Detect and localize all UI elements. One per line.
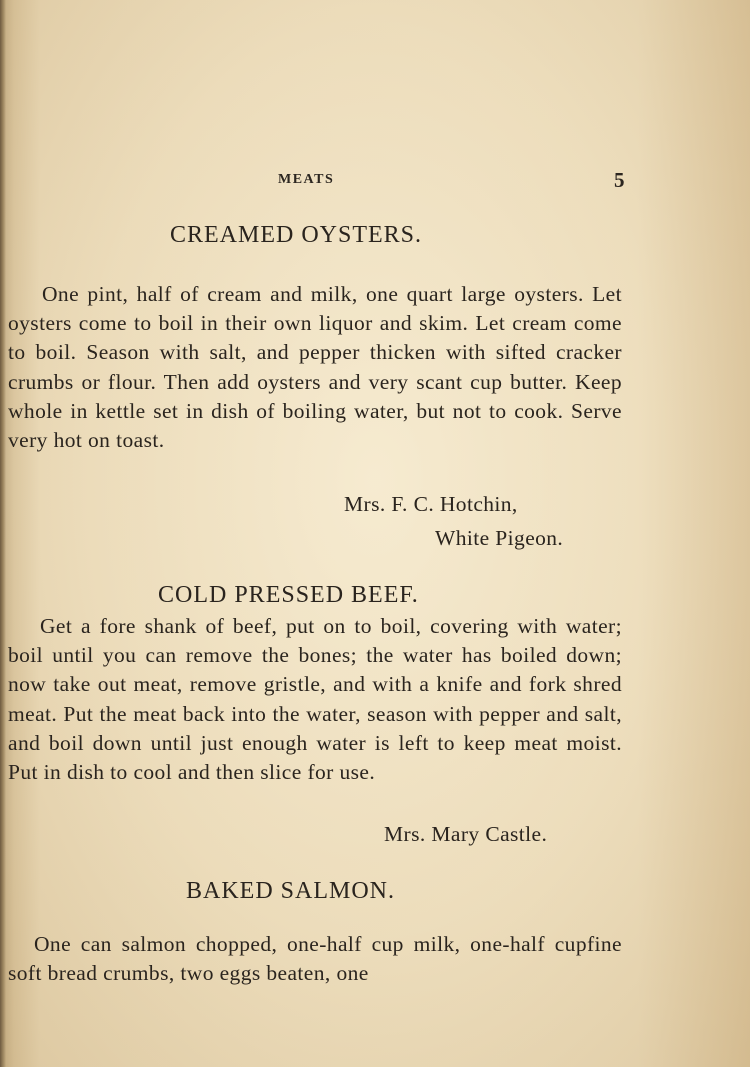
recipe-title-cold-pressed-beef: COLD PRESSED BEEF. bbox=[158, 582, 419, 608]
recipe-title-creamed-oysters: CREAMED OYSTERS. bbox=[170, 222, 423, 248]
recipe-location-creamed-oysters: White Pigeon. bbox=[435, 526, 564, 550]
page-number: 5 bbox=[614, 168, 625, 192]
recipe-body-baked-salmon: One can salmon chopped, one-half cup milk, one-half cupfine soft bread crumbs, two eggs beaten, one bbox=[8, 932, 622, 986]
running-head: MEATS bbox=[278, 172, 335, 187]
recipe-body-creamed-oysters: One pint, half of cream and milk, one quart large oysters. Let oysters come to boil in their own liquor and skim. Let cream come to boil. Season with salt, and pepper thicken with sifted cracker crumbs or flour. Then add oysters and very scant cup butter. Keep whole in kettle set in dish of boiling water, but not to cook. Serve very hot on toast. bbox=[8, 282, 622, 453]
recipe-author-cold-pressed-beef: Mrs. Mary Castle. bbox=[384, 822, 548, 846]
recipe-author-creamed-oysters: Mrs. F. C. Hotchin, bbox=[344, 492, 518, 516]
recipe-title-baked-salmon: BAKED SALMON. bbox=[186, 878, 396, 904]
recipe-body-cold-pressed-beef: Get a fore shank of beef, put on to boil, covering with water; boil until you can remove the bones; the water has boiled down; now take out meat, remove gristle, and with a knife and fork shred meat. Put the meat back into the water, season with pepper and salt, and boil down until just enough water is left to keep meat moist. Put in dish to cool and then slice for use. bbox=[8, 614, 622, 785]
